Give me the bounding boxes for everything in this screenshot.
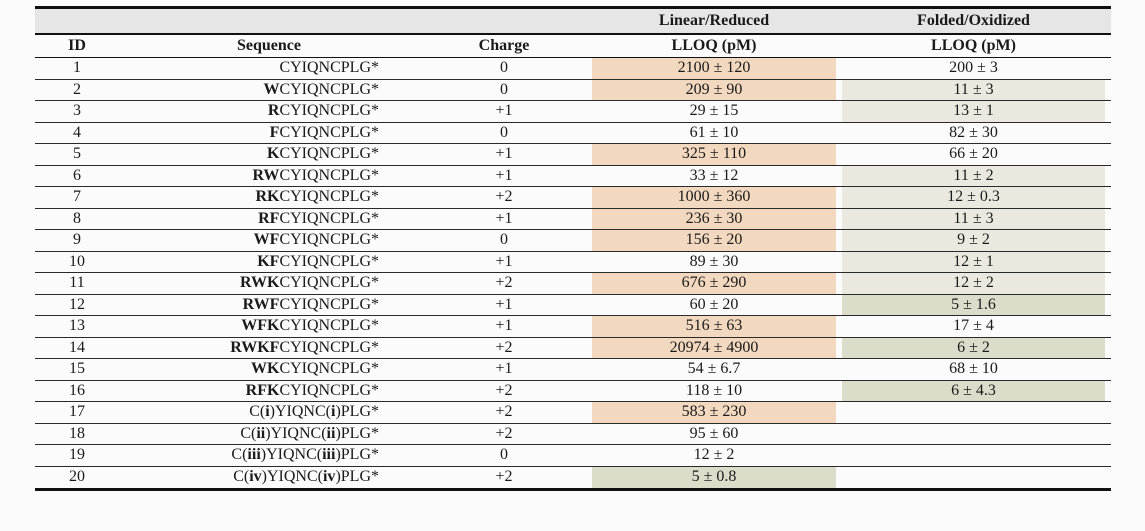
lloq-linear-value: 5 ± 0.8 [592, 467, 836, 489]
cell-id: 3 [73, 102, 81, 120]
sequence-part: CYIQNCPLG* [279, 274, 379, 292]
cell-id: 6 [73, 166, 81, 184]
cell-id: 19 [69, 446, 85, 464]
lloq-linear-value: 2100 ± 120 [592, 58, 836, 79]
lloq-linear-value: 89 ± 30 [689, 252, 739, 270]
lloq-folded-value [842, 467, 1105, 489]
table-bottom-rule [35, 488, 1111, 491]
sequence-bold-part: RF [258, 209, 280, 227]
lloq-linear-value: 156 ± 20 [592, 230, 836, 251]
sequence-bold-part: iv [249, 468, 262, 486]
lloq-linear-value: 29 ± 15 [689, 102, 739, 120]
cell-lloq-folded [839, 80, 1108, 101]
cell-sequence [119, 230, 419, 251]
cell-id: 1 [73, 59, 81, 77]
table-row [35, 123, 1111, 145]
sequence-bold-part: iv [322, 468, 336, 486]
cell-sequence [119, 424, 419, 445]
column-header-id: ID [68, 37, 86, 54]
sequence-bold-part: WK [250, 360, 280, 378]
sequence-bold-part: K [266, 145, 280, 163]
cell-sequence [119, 123, 419, 144]
cell-id: 17 [69, 403, 85, 421]
sequence-bold-part: WF [253, 231, 280, 249]
lloq-folded-value: 200 ± 3 [949, 59, 998, 77]
sequence-bold-part: RWF [242, 295, 280, 313]
lloq-linear-value: 61 ± 10 [689, 123, 739, 141]
lloq-folded-value: 17 ± 4 [953, 317, 994, 335]
cell-id: 7 [73, 188, 81, 206]
cell-charge: +1 [495, 209, 513, 227]
cell-lloq-linear [589, 316, 839, 337]
lloq-folded-value: 12 ± 1 [842, 252, 1105, 273]
cell-id: 11 [69, 274, 85, 292]
cell-lloq-folded [839, 381, 1108, 402]
cell-sequence [119, 295, 419, 316]
lloq-linear-value: 676 ± 290 [592, 273, 836, 294]
lloq-folded-value [842, 402, 1105, 423]
sequence-part: CYIQNCPLG* [279, 338, 379, 356]
cell-lloq-linear [589, 187, 839, 208]
table-row [35, 209, 1111, 231]
column-header-lloq-linear: LLOQ (pM) [671, 37, 757, 54]
lloq-linear-value: 236 ± 30 [592, 209, 836, 230]
table-row [35, 273, 1111, 295]
lloq-folded-value: 12 ± 2 [842, 273, 1105, 294]
cell-id: 9 [73, 231, 81, 249]
table-row [35, 381, 1111, 403]
cell-lloq-linear [589, 58, 839, 79]
table-row [35, 359, 1111, 381]
cell-charge: +2 [495, 188, 513, 206]
cell-id: 14 [69, 338, 85, 356]
cell-charge: 0 [500, 59, 508, 77]
sequence-part: )PLG* [335, 468, 379, 486]
sequence-part: CYIQNCPLG* [279, 145, 379, 163]
sequence-bold-part: iii [247, 446, 261, 464]
cell-sequence [119, 209, 419, 230]
cell-lloq-linear [589, 402, 839, 423]
sequence-part: CYIQNCPLG* [279, 188, 379, 206]
lloq-linear-value: 12 ± 2 [693, 446, 735, 464]
cell-sequence [119, 359, 419, 380]
table-row [35, 445, 1111, 467]
cell-lloq-folded [839, 338, 1108, 359]
lloq-folded-value: 6 ± 4.3 [842, 381, 1105, 402]
cell-charge: +1 [495, 360, 513, 378]
cell-lloq-folded [839, 144, 1108, 165]
cell-charge: +1 [495, 295, 513, 313]
cell-sequence [119, 252, 419, 273]
lloq-folded-value: 5 ± 1.6 [842, 295, 1105, 316]
sequence-bold-part: KF [257, 252, 280, 270]
group-header-linear: Linear/Reduced [658, 12, 770, 29]
lloq-folded-value: 82 ± 30 [949, 123, 998, 141]
sequence-part: )PLG* [335, 446, 379, 464]
lloq-linear-value: 54 ± 6.7 [687, 360, 741, 378]
sequence-bold-part: RWK [240, 274, 280, 292]
sequence-part: CYIQNCPLG* [279, 59, 379, 77]
sequence-bold-part: RFK [245, 381, 280, 399]
lloq-folded-value: 6 ± 2 [842, 338, 1105, 359]
cell-charge: +1 [495, 145, 513, 163]
cell-id: 4 [73, 123, 81, 141]
table-row [35, 467, 1111, 489]
table-row [35, 338, 1111, 360]
cell-sequence [119, 58, 419, 79]
sequence-part: C( [240, 424, 257, 442]
cell-lloq-linear [589, 144, 839, 165]
lloq-linear-value: 20974 ± 4900 [592, 338, 836, 359]
cell-lloq-folded [839, 273, 1108, 294]
cell-charge: +1 [495, 166, 513, 184]
cell-lloq-folded [839, 445, 1108, 466]
cell-lloq-folded [839, 252, 1108, 273]
sequence-part: CYIQNCPLG* [279, 295, 379, 313]
sequence-part: CYIQNCPLG* [279, 360, 379, 378]
sequence-bold-part: i [330, 403, 336, 421]
table-row [35, 402, 1111, 424]
cell-lloq-folded [839, 166, 1108, 187]
header-group-row [35, 9, 1111, 33]
sequence-part: CYIQNCPLG* [279, 317, 379, 335]
cell-id: 16 [69, 381, 85, 399]
cell-sequence [119, 338, 419, 359]
cell-lloq-folded [839, 316, 1108, 337]
table-row [35, 144, 1111, 166]
cell-sequence [119, 467, 419, 489]
cell-lloq-folded [839, 402, 1108, 423]
table-row [35, 316, 1111, 338]
sequence-bold-part: RW [252, 166, 280, 184]
cell-lloq-folded [839, 123, 1108, 144]
cell-charge: +1 [495, 317, 513, 335]
cell-charge: +2 [495, 381, 513, 399]
sequence-bold-part: ii [256, 424, 266, 442]
lloq-folded-value [842, 424, 1105, 445]
cell-lloq-linear [589, 101, 839, 122]
cell-charge: +1 [495, 102, 513, 120]
table-body [35, 58, 1111, 488]
cell-lloq-linear [589, 166, 839, 187]
table-row [35, 295, 1111, 317]
cell-lloq-linear [589, 273, 839, 294]
sequence-part: )PLG* [335, 424, 379, 442]
cell-id: 20 [69, 468, 85, 486]
sequence-part: CYIQNCPLG* [279, 123, 379, 141]
cell-charge: +2 [495, 274, 513, 292]
lloq-linear-value: 583 ± 230 [592, 402, 836, 423]
cell-id: 18 [69, 424, 85, 442]
sequence-part: CYIQNCPLG* [279, 231, 379, 249]
cell-lloq-linear [589, 80, 839, 101]
cell-lloq-folded [839, 295, 1108, 316]
cell-id: 10 [69, 252, 85, 270]
sequence-bold-part: R [267, 102, 280, 120]
cell-lloq-linear [589, 338, 839, 359]
table-row [35, 166, 1111, 188]
cell-sequence [119, 144, 419, 165]
cell-lloq-folded [839, 58, 1108, 79]
sequence-part: )YIQNC( [269, 403, 331, 421]
sequence-bold-part: W [263, 80, 280, 98]
table-row [35, 424, 1111, 446]
table-row [35, 230, 1111, 252]
table-row [35, 80, 1111, 102]
sequence-part: CYIQNCPLG* [279, 80, 379, 98]
sequence-part: )YIQNC( [261, 468, 323, 486]
cell-sequence [119, 187, 419, 208]
lloq-folded-value: 68 ± 10 [949, 360, 998, 378]
sequence-bold-part: i [265, 403, 270, 421]
lloq-folded-value: 11 ± 2 [842, 166, 1105, 187]
sequence-part: CYIQNCPLG* [279, 252, 379, 270]
table-row [35, 187, 1111, 209]
cell-lloq-folded [839, 209, 1108, 230]
cell-sequence [119, 381, 419, 402]
cell-id: 12 [69, 295, 85, 313]
cell-charge: +2 [495, 424, 513, 442]
cell-sequence [119, 273, 419, 294]
sequence-bold-part: F [269, 123, 280, 141]
cell-sequence [119, 80, 419, 101]
cell-id: 15 [69, 360, 85, 378]
sequence-part: )YIQNC( [265, 424, 327, 442]
cell-charge: +2 [495, 338, 513, 356]
lloq-linear-value: 209 ± 90 [592, 80, 836, 101]
column-header-sequence: Sequence [237, 37, 301, 54]
cell-id: 13 [69, 317, 85, 335]
sequence-part: )PLG* [335, 403, 379, 421]
cell-sequence [119, 402, 419, 423]
table-row [35, 58, 1111, 80]
cell-charge: 0 [500, 231, 508, 249]
cell-lloq-linear [589, 445, 839, 466]
cell-lloq-linear [589, 381, 839, 402]
sequence-bold-part: ii [326, 424, 336, 442]
sequence-part: )YIQNC( [260, 446, 323, 464]
cell-lloq-linear [589, 123, 839, 144]
lloq-folded-value: 11 ± 3 [842, 80, 1105, 101]
lloq-linear-value: 60 ± 20 [689, 295, 739, 313]
cell-lloq-folded [839, 101, 1108, 122]
lloq-folded-value [842, 445, 1105, 466]
table-row [35, 252, 1111, 274]
lloq-folded-value: 12 ± 0.3 [842, 187, 1105, 208]
lloq-linear-value: 118 ± 10 [685, 381, 743, 399]
lloq-linear-value: 325 ± 110 [592, 144, 836, 165]
group-header-folded: Folded/Oxidized [917, 12, 1030, 29]
sequence-part: C( [249, 403, 266, 421]
cell-lloq-folded [839, 467, 1108, 489]
lloq-linear-value: 33 ± 12 [689, 166, 739, 184]
sequence-part: CYIQNCPLG* [279, 102, 379, 120]
cell-lloq-linear [589, 230, 839, 251]
cell-lloq-linear [589, 359, 839, 380]
lloq-folded-value: 11 ± 3 [842, 209, 1105, 230]
cell-lloq-linear [589, 467, 839, 489]
cell-id: 8 [73, 209, 81, 227]
cell-lloq-folded [839, 424, 1108, 445]
cell-charge: +2 [495, 403, 513, 421]
sequence-bold-part: RK [255, 188, 280, 206]
header-column-row [35, 35, 1111, 57]
lloq-folded-value: 13 ± 1 [842, 101, 1105, 122]
cell-charge: 0 [500, 123, 508, 141]
cell-sequence [119, 316, 419, 337]
table-row [35, 101, 1111, 123]
column-header-charge: Charge [478, 37, 530, 54]
lloq-linear-value: 1000 ± 360 [592, 187, 836, 208]
cell-charge: +1 [495, 252, 513, 270]
sequence-part: C( [233, 468, 250, 486]
lloq-table [35, 6, 1111, 491]
cell-sequence [119, 166, 419, 187]
lloq-linear-value: 95 ± 60 [689, 424, 739, 442]
cell-sequence [119, 101, 419, 122]
lloq-folded-value: 66 ± 20 [949, 145, 998, 163]
cell-lloq-folded [839, 230, 1108, 251]
cell-lloq-linear [589, 252, 839, 273]
column-header-lloq-folded: LLOQ (pM) [931, 37, 1016, 54]
cell-lloq-folded [839, 359, 1108, 380]
cell-charge: +2 [495, 468, 513, 486]
cell-lloq-linear [589, 295, 839, 316]
lloq-linear-value: 516 ± 63 [592, 316, 836, 337]
sequence-part: CYIQNCPLG* [279, 381, 379, 399]
sequence-part: C( [231, 446, 248, 464]
cell-lloq-linear [589, 209, 839, 230]
sequence-bold-part: WFK [241, 317, 280, 335]
cell-sequence [119, 445, 419, 466]
cell-charge: 0 [500, 446, 508, 464]
sequence-bold-part: iii [322, 446, 336, 464]
sequence-part: CYIQNCPLG* [279, 166, 379, 184]
cell-id: 2 [73, 80, 81, 98]
cell-lloq-folded [839, 187, 1108, 208]
cell-id: 5 [73, 145, 81, 163]
cell-lloq-linear [589, 424, 839, 445]
sequence-part: CYIQNCPLG* [279, 209, 379, 227]
lloq-folded-value: 9 ± 2 [842, 230, 1105, 251]
sequence-bold-part: RWKF [230, 338, 280, 356]
cell-charge: 0 [500, 80, 508, 98]
